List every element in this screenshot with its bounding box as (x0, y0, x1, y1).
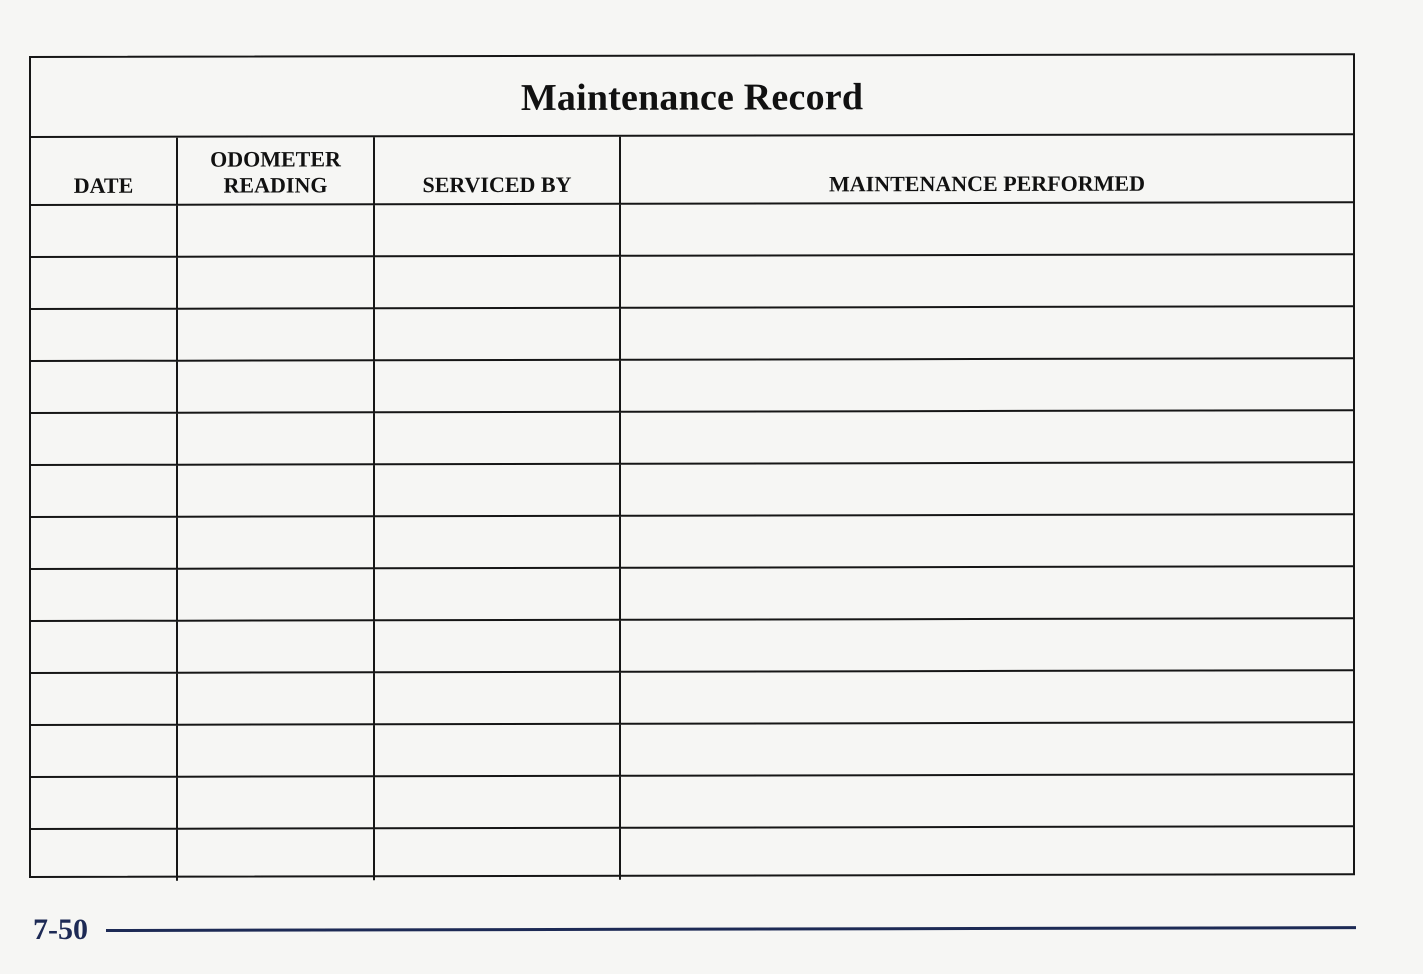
cell-serviced-by[interactable] (374, 308, 620, 361)
cell-odometer-reading[interactable] (177, 412, 374, 464)
footer-rule (106, 926, 1356, 932)
cell-maintenance-performed[interactable] (620, 202, 1353, 256)
cell-odometer-reading[interactable] (177, 256, 374, 308)
cell-date[interactable] (31, 777, 177, 829)
cell-serviced-by[interactable] (374, 672, 620, 725)
cell-date[interactable] (31, 465, 177, 517)
table-row (31, 618, 1353, 673)
cell-maintenance-performed[interactable] (620, 618, 1353, 672)
table-row (31, 722, 1353, 777)
cell-serviced-by[interactable] (374, 204, 620, 257)
cell-odometer-reading[interactable] (177, 724, 374, 776)
cell-maintenance-performed[interactable] (620, 410, 1353, 464)
cell-date[interactable] (31, 725, 177, 777)
cell-odometer-reading[interactable] (177, 672, 374, 724)
table-row (31, 358, 1353, 413)
table-row (31, 514, 1353, 569)
cell-maintenance-performed[interactable] (620, 514, 1353, 568)
table-row (31, 566, 1353, 621)
table-row (31, 306, 1353, 361)
cell-odometer-reading[interactable] (177, 516, 374, 568)
cell-maintenance-performed[interactable] (620, 254, 1353, 308)
cell-odometer-reading[interactable] (177, 464, 374, 516)
cell-maintenance-performed[interactable] (620, 566, 1353, 620)
table-row (31, 670, 1353, 725)
table-row (31, 254, 1353, 309)
cell-serviced-by[interactable] (374, 412, 620, 465)
cell-date[interactable] (31, 569, 177, 621)
cell-maintenance-performed[interactable] (620, 774, 1353, 828)
column-header-maintenance-performed (620, 135, 1353, 204)
table-row (31, 410, 1353, 465)
column-header-label: SERVICED BY (422, 171, 572, 198)
cell-maintenance-performed[interactable] (620, 670, 1353, 724)
cell-date[interactable] (31, 361, 177, 413)
cell-date[interactable] (31, 621, 177, 673)
table-row (31, 826, 1353, 881)
maintenance-table (31, 135, 1353, 881)
cell-serviced-by[interactable] (374, 256, 620, 309)
maintenance-record-form (29, 53, 1355, 878)
cell-date[interactable] (31, 517, 177, 569)
cell-odometer-reading[interactable] (177, 360, 374, 412)
cell-serviced-by[interactable] (374, 620, 620, 673)
cell-serviced-by[interactable] (374, 724, 620, 777)
column-header-line: ODOMETER (210, 146, 341, 172)
table-row (31, 462, 1353, 517)
cell-maintenance-performed[interactable] (620, 358, 1353, 412)
cell-serviced-by[interactable] (374, 360, 620, 413)
cell-odometer-reading[interactable] (177, 620, 374, 672)
column-header-label: MAINTENANCE PERFORMED (829, 170, 1145, 197)
column-header-date (31, 138, 177, 205)
table-row (31, 774, 1353, 829)
column-header-label: DATE (73, 172, 134, 198)
cell-maintenance-performed[interactable] (620, 722, 1353, 776)
cell-date[interactable] (31, 205, 177, 257)
column-header-label: READING (223, 172, 328, 198)
cell-odometer-reading[interactable] (177, 828, 374, 880)
cell-maintenance-performed[interactable] (620, 306, 1353, 360)
cell-maintenance-performed[interactable] (620, 462, 1353, 516)
cell-serviced-by[interactable] (374, 464, 620, 517)
column-header-odometer-reading (177, 137, 374, 204)
table-row (31, 202, 1353, 257)
cell-odometer-reading[interactable] (177, 308, 374, 360)
cell-odometer-reading[interactable] (177, 204, 374, 256)
cell-maintenance-performed[interactable] (620, 826, 1353, 880)
cell-odometer-reading[interactable] (177, 568, 374, 620)
page-footer (33, 913, 100, 947)
cell-serviced-by[interactable] (374, 776, 620, 829)
cell-date[interactable] (31, 673, 177, 725)
cell-serviced-by[interactable] (374, 516, 620, 569)
cell-date[interactable] (31, 257, 177, 309)
cell-serviced-by[interactable] (374, 828, 620, 881)
cell-date[interactable] (31, 829, 177, 881)
cell-odometer-reading[interactable] (177, 776, 374, 828)
cell-serviced-by[interactable] (374, 568, 620, 621)
header-row (31, 135, 1353, 205)
column-header-serviced-by (374, 137, 620, 205)
page-number: 7-50 (33, 913, 88, 946)
record-rows (31, 202, 1353, 881)
cell-date[interactable] (31, 413, 177, 465)
page-title: Maintenance Record (520, 76, 864, 119)
cell-date[interactable] (31, 309, 177, 361)
title-bar (31, 55, 1353, 138)
